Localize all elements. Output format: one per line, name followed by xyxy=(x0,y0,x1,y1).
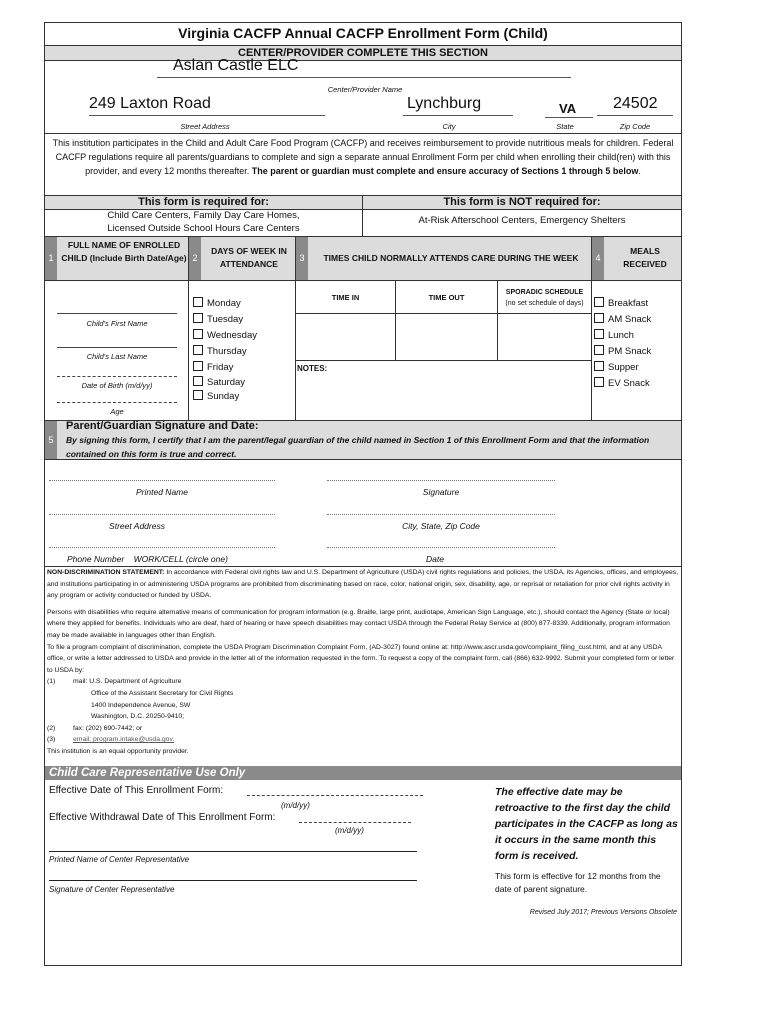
rep-printed-name-label: Printed Name of Center Representative xyxy=(49,855,190,864)
parent-street-label: Street Address xyxy=(109,521,165,531)
city-label: City xyxy=(442,122,456,131)
dob-label: Date of Birth (m/d/yy) xyxy=(81,381,153,390)
section3-number: 3 xyxy=(296,237,308,280)
enrollment-form xyxy=(44,22,682,966)
sporadic-schedule-field[interactable] xyxy=(498,314,591,359)
meal-pm-snack-checkbox[interactable]: PM Snack xyxy=(594,344,651,360)
child-last-name-label: Child's Last Name xyxy=(86,352,148,361)
day-thursday-checkbox[interactable]: Thursday xyxy=(193,344,257,360)
rep-signature-field[interactable] xyxy=(49,864,417,880)
section2-title: DAYS OF WEEK IN ATTENDANCE xyxy=(203,245,295,271)
street-label: Street Address xyxy=(180,122,230,131)
not-required-header: This form is NOT required for: xyxy=(363,196,681,209)
date-label: Date xyxy=(426,554,444,564)
effective-period-note: This form is effective for 12 months from the date of parent signature. xyxy=(495,871,661,894)
city-value[interactable]: Lynchburg xyxy=(407,95,482,112)
notes-label: NOTES: xyxy=(297,364,328,373)
state-label: State xyxy=(556,122,574,131)
rep-printed-name-field[interactable] xyxy=(49,835,417,851)
effective-date-label: Effective Date of This Enrollment Form: xyxy=(49,785,224,796)
retroactive-note: The effective date may be retroactive to the first day the child participates in the CACFP as long as it occurs in the same month this form is received. xyxy=(495,786,678,862)
zip-label: Zip Code xyxy=(619,122,651,131)
withdrawal-date-label: Effective Withdrawal Date of This Enrollment Form: xyxy=(49,812,276,823)
provider-section-header: CENTER/PROVIDER COMPLETE THIS SECTION xyxy=(45,46,681,60)
rep-signature-label: Signature of Center Representative xyxy=(49,885,175,894)
parent-date-field[interactable] xyxy=(327,531,555,547)
required-header: This form is required for: xyxy=(45,196,362,209)
center-name-value[interactable]: Aslan Castle ELC xyxy=(173,57,299,74)
time-out-field[interactable] xyxy=(396,314,497,359)
phone-label: Phone Number WORK/CELL (circle one) xyxy=(67,554,228,564)
time-out-header: TIME OUT xyxy=(428,293,465,302)
revision-note: Revised July 2017; Previous Versions Obsolete xyxy=(529,909,677,916)
meals-list xyxy=(594,296,651,392)
section1-title: FULL NAME OF ENROLLED CHILD (Include Birth Date/Age) xyxy=(61,240,187,263)
meal-lunch-checkbox[interactable]: Lunch xyxy=(594,328,651,344)
day-friday-checkbox[interactable]: Friday xyxy=(193,360,257,376)
effective-date-field[interactable] xyxy=(247,783,423,795)
meal-ev-snack-checkbox[interactable]: EV Snack xyxy=(594,376,651,392)
representative-header: Child Care Representative Use Only xyxy=(45,766,681,780)
section1-number: 1 xyxy=(45,237,57,280)
withdrawal-date-format: (m/d/yy) xyxy=(335,826,364,835)
section4-number: 4 xyxy=(592,237,604,280)
parent-street-field[interactable] xyxy=(49,497,275,513)
section4-title: MEALS RECEIVED xyxy=(617,245,673,271)
nondiscrimination-statement: NON-DISCRIMINATION STATEMENT: In accordance with Federal civil rights law and U.S. Department of Agriculture (USDA) civil rights regulations and policies, the USDA, its Agencies, offices, and employees, and institutions participating in or administering USDA programs are prohibited from discriminating based on race, color, national origin, sex, disability, age, or reprisal or retaliation for prior civil rights activity in any program or activity conducted or funded by USDA. Persons with disabilities who require alternative means of communication for program information (e.g. Braille, large print, audiotape, American Sign Language, etc.), should contact the Agency (State or local) where they applied for benefits. Individuals who are deaf, hard of hearing or have speech disabilities may contact USDA through the Federal Relay Service at (800) 877-8339. Additionally, program information may be made available in languages other than English. To file a program complaint of discrimination, complete the USDA Program Discrimination Complaint Form, (AD-3027) found online at: http://www.ascr.usda.gov/complaint_filing_cust.html, and at any USDA office, or write a letter addressed to USDA and provide in the letter all of the information requested in the form. To request a copy of the complaint form, call (866) 632-9992. Submit your completed form or letter to USDA by: (1) mail: U.S. Department of Agriculture Office of the Assistant Secretary for Civil Rights 1400 Independence Avenue, SW Washington, D.C. 20250-9410; (2) fax: (202) 690-7442; or (3) email: program.intake@usda.gov. This institution is an equal opportunity provider. xyxy=(47,569,679,755)
child-first-name-label: Child's First Name xyxy=(86,319,148,328)
sporadic-header: SPORADIC SCHEDULE (no set schedule of days) xyxy=(505,289,584,307)
effective-date-format: (m/d/yy) xyxy=(281,801,310,810)
complaint-email-link[interactable]: email: program.intake@usda.gov. xyxy=(73,736,175,744)
parent-printed-name-field[interactable] xyxy=(49,463,275,479)
meal-am-snack-checkbox[interactable]: AM Snack xyxy=(594,312,651,328)
section5-number: 5 xyxy=(45,421,57,459)
meal-supper-checkbox[interactable]: Supper xyxy=(594,360,651,376)
section3-title: TIMES CHILD NORMALLY ATTENDS CARE DURING THE WEEK xyxy=(311,253,591,263)
time-in-field[interactable] xyxy=(296,314,395,359)
time-in-header: TIME IN xyxy=(331,293,360,302)
day-tuesday-checkbox[interactable]: Tuesday xyxy=(193,312,257,328)
intro-paragraph: This institution participates in the Child and Adult Care Food Program (CACFP) and receives reimbursement to provide nutritious meals for children. Federal CACFP regulations require all parents/guardians to complete and sign a separate annual Enrollment Form per child when enrolling their child(ren) with this provider, and every 12 months thereafter. The parent or guardian must complete and ensure accuracy of Sections 1 through 5 below. xyxy=(52,138,674,176)
withdrawal-date-field[interactable] xyxy=(299,810,411,822)
printed-name-label: Printed Name xyxy=(136,487,188,497)
days-list xyxy=(193,296,257,404)
parent-signature-field[interactable] xyxy=(327,463,555,479)
street-value[interactable]: 249 Laxton Road xyxy=(89,95,211,112)
state-value[interactable]: VA xyxy=(559,101,577,116)
intro-bold-text: The parent or guardian must complete and ensure accuracy of Sections 1 through 5 below xyxy=(251,166,639,176)
section5-title: Parent/Guardian Signature and Date: xyxy=(66,420,259,432)
parent-city-state-zip-field[interactable] xyxy=(327,497,555,513)
city-state-zip-label: City, State, Zip Code xyxy=(402,521,480,531)
form-title: Virginia CACFP Annual CACFP Enrollment Form (Child) xyxy=(178,25,548,41)
certification-text: By signing this form, I certify that I am the parent/legal guardian of the child named in Section 1 of this Enrollment Form and that the information contained on this form is true and correct. xyxy=(66,435,650,459)
age-label: Age xyxy=(110,407,124,416)
zip-value[interactable]: 24502 xyxy=(613,95,658,112)
day-sunday-checkbox[interactable]: Sunday xyxy=(193,389,257,404)
required-list: Child Care Centers, Family Day Care Homes, Licensed Outside School Hours Care Centers xyxy=(107,210,300,234)
parent-phone-field[interactable] xyxy=(49,531,275,547)
center-name-label: Center/Provider Name xyxy=(327,85,403,94)
day-monday-checkbox[interactable]: Monday xyxy=(193,296,257,312)
signature-label: Signature xyxy=(422,487,460,497)
notes-field[interactable] xyxy=(296,375,591,419)
meal-breakfast-checkbox[interactable]: Breakfast xyxy=(594,296,651,312)
day-wednesday-checkbox[interactable]: Wednesday xyxy=(193,328,257,344)
section2-number: 2 xyxy=(189,237,201,280)
intro-text: This institution participates in the Child and Adult Care Food Program (CACFP) and receives reimbursement to provide nutritious meals for children. Federal CACFP regulations require all parents/guardians to complete and sign a separate annual Enrollment Form per child when enrolling their child(ren) with this provider, and every 12 months thereafter. xyxy=(52,138,674,176)
not-required-text: At-Risk Afterschool Centers, Emergency Shelters xyxy=(418,215,626,226)
day-saturday-checkbox[interactable]: Saturday xyxy=(193,376,257,389)
